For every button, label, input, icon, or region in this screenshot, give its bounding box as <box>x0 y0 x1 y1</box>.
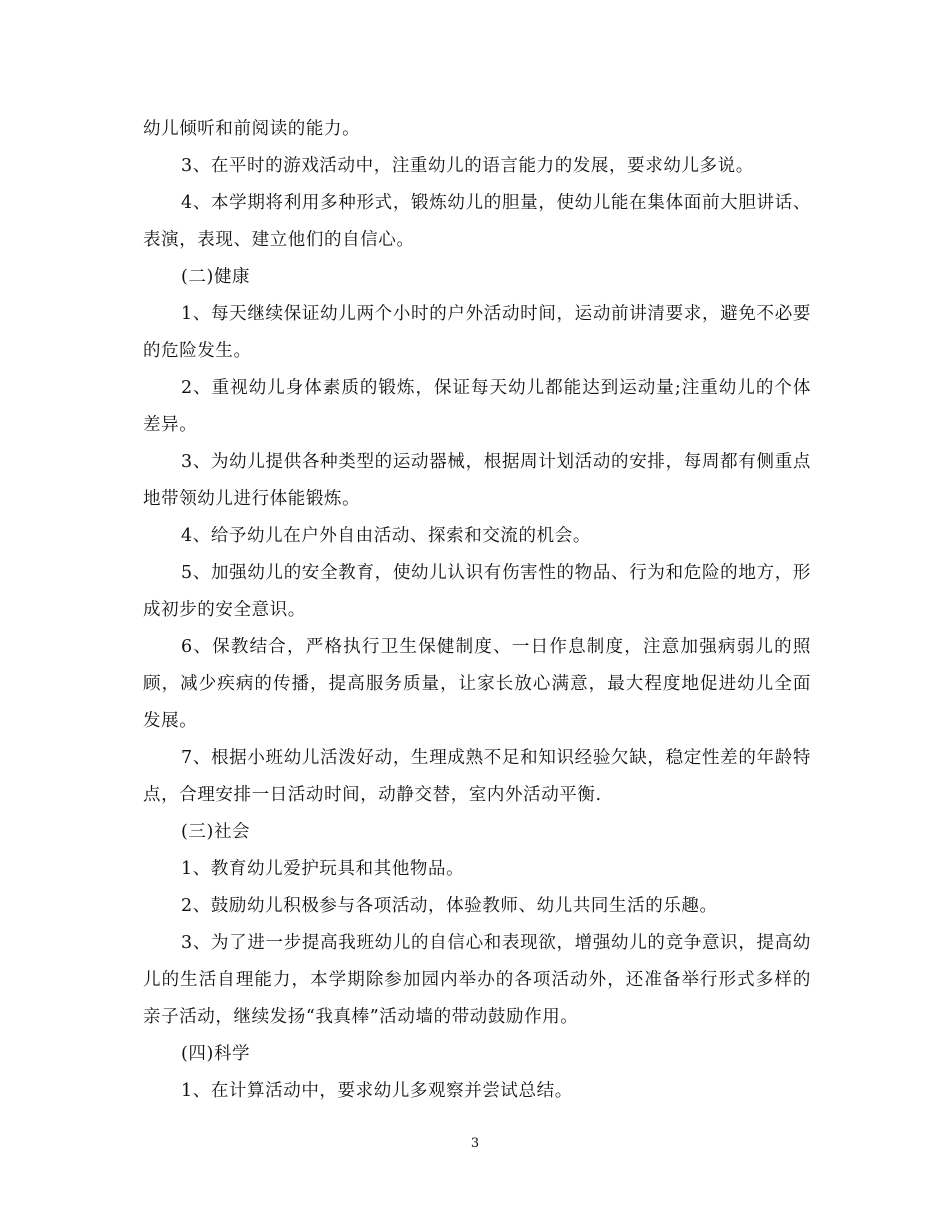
document-body <box>143 111 811 1110</box>
section-heading-society: (三)社会 <box>181 822 251 842</box>
paragraph: 3、在平时的游戏活动中，注重幼儿的语言能力的发展，要求幼儿多说。 <box>181 156 754 176</box>
paragraph: 7、根据小班幼儿活泼好动，生理成熟不足和知识经验欠缺，稳定性差的年龄特点，合理安排一日活动时间，动静交替，室内外活动平衡. <box>143 748 811 805</box>
paragraph: 1、在计算活动中，要求幼儿多观察并尝试总结。 <box>181 1081 573 1101</box>
paragraph: 1、每天继续保证幼儿两个小时的户外活动时间，运动前讲清要求，避免不必要的危险发生。 <box>143 304 811 361</box>
section-heading-science: (四)科学 <box>181 1044 251 1064</box>
paragraph: 4、本学期将利用多种形式，锻炼幼儿的胆量，使幼儿能在集体面前大胆讲话、表演，表现、建立他们的自信心。 <box>143 193 811 250</box>
page-number: 3 <box>470 1136 480 1151</box>
paragraph: 幼儿倾听和前阅读的能力。 <box>143 119 361 139</box>
section-heading-health: (二)健康 <box>181 267 251 287</box>
paragraph: 2、重视幼儿身体素质的锻炼，保证每天幼儿都能达到运动量;注重幼儿的个体差异。 <box>143 378 811 435</box>
paragraph: 4、给予幼儿在户外自由活动、探索和交流的机会。 <box>181 526 591 546</box>
paragraph: 2、鼓励幼儿积极参与各项活动，体验教师、幼儿共同生活的乐趣。 <box>181 896 718 916</box>
paragraph: 1、教育幼儿爱护玩具和其他物品。 <box>181 859 465 879</box>
paragraph: 5、加强幼儿的安全教育，使幼儿认识有伤害性的物品、行为和危险的地方，形成初步的安全意识。 <box>143 563 811 620</box>
paragraph: 6、保教结合，严格执行卫生保健制度、一日作息制度，注意加强病弱儿的照顾，减少疾病的传播，提高服务质量，让家长放心满意，最大程度地促进幼儿全面发展。 <box>143 637 811 731</box>
paragraph: 3、为了进一步提高我班幼儿的自信心和表现欲，增强幼儿的竞争意识，提高幼儿的生活自理能力，本学期除参加园内举办的各项活动外，还准备举行形式多样的亲子活动，继续发扬“我真棒”活动墙的带动鼓励作用。 <box>143 933 811 1027</box>
paragraph: 3、为幼儿提供各种类型的运动器械，根据周计划活动的安排，每周都有侧重点地带领幼儿进行体能锻炼。 <box>143 452 811 509</box>
